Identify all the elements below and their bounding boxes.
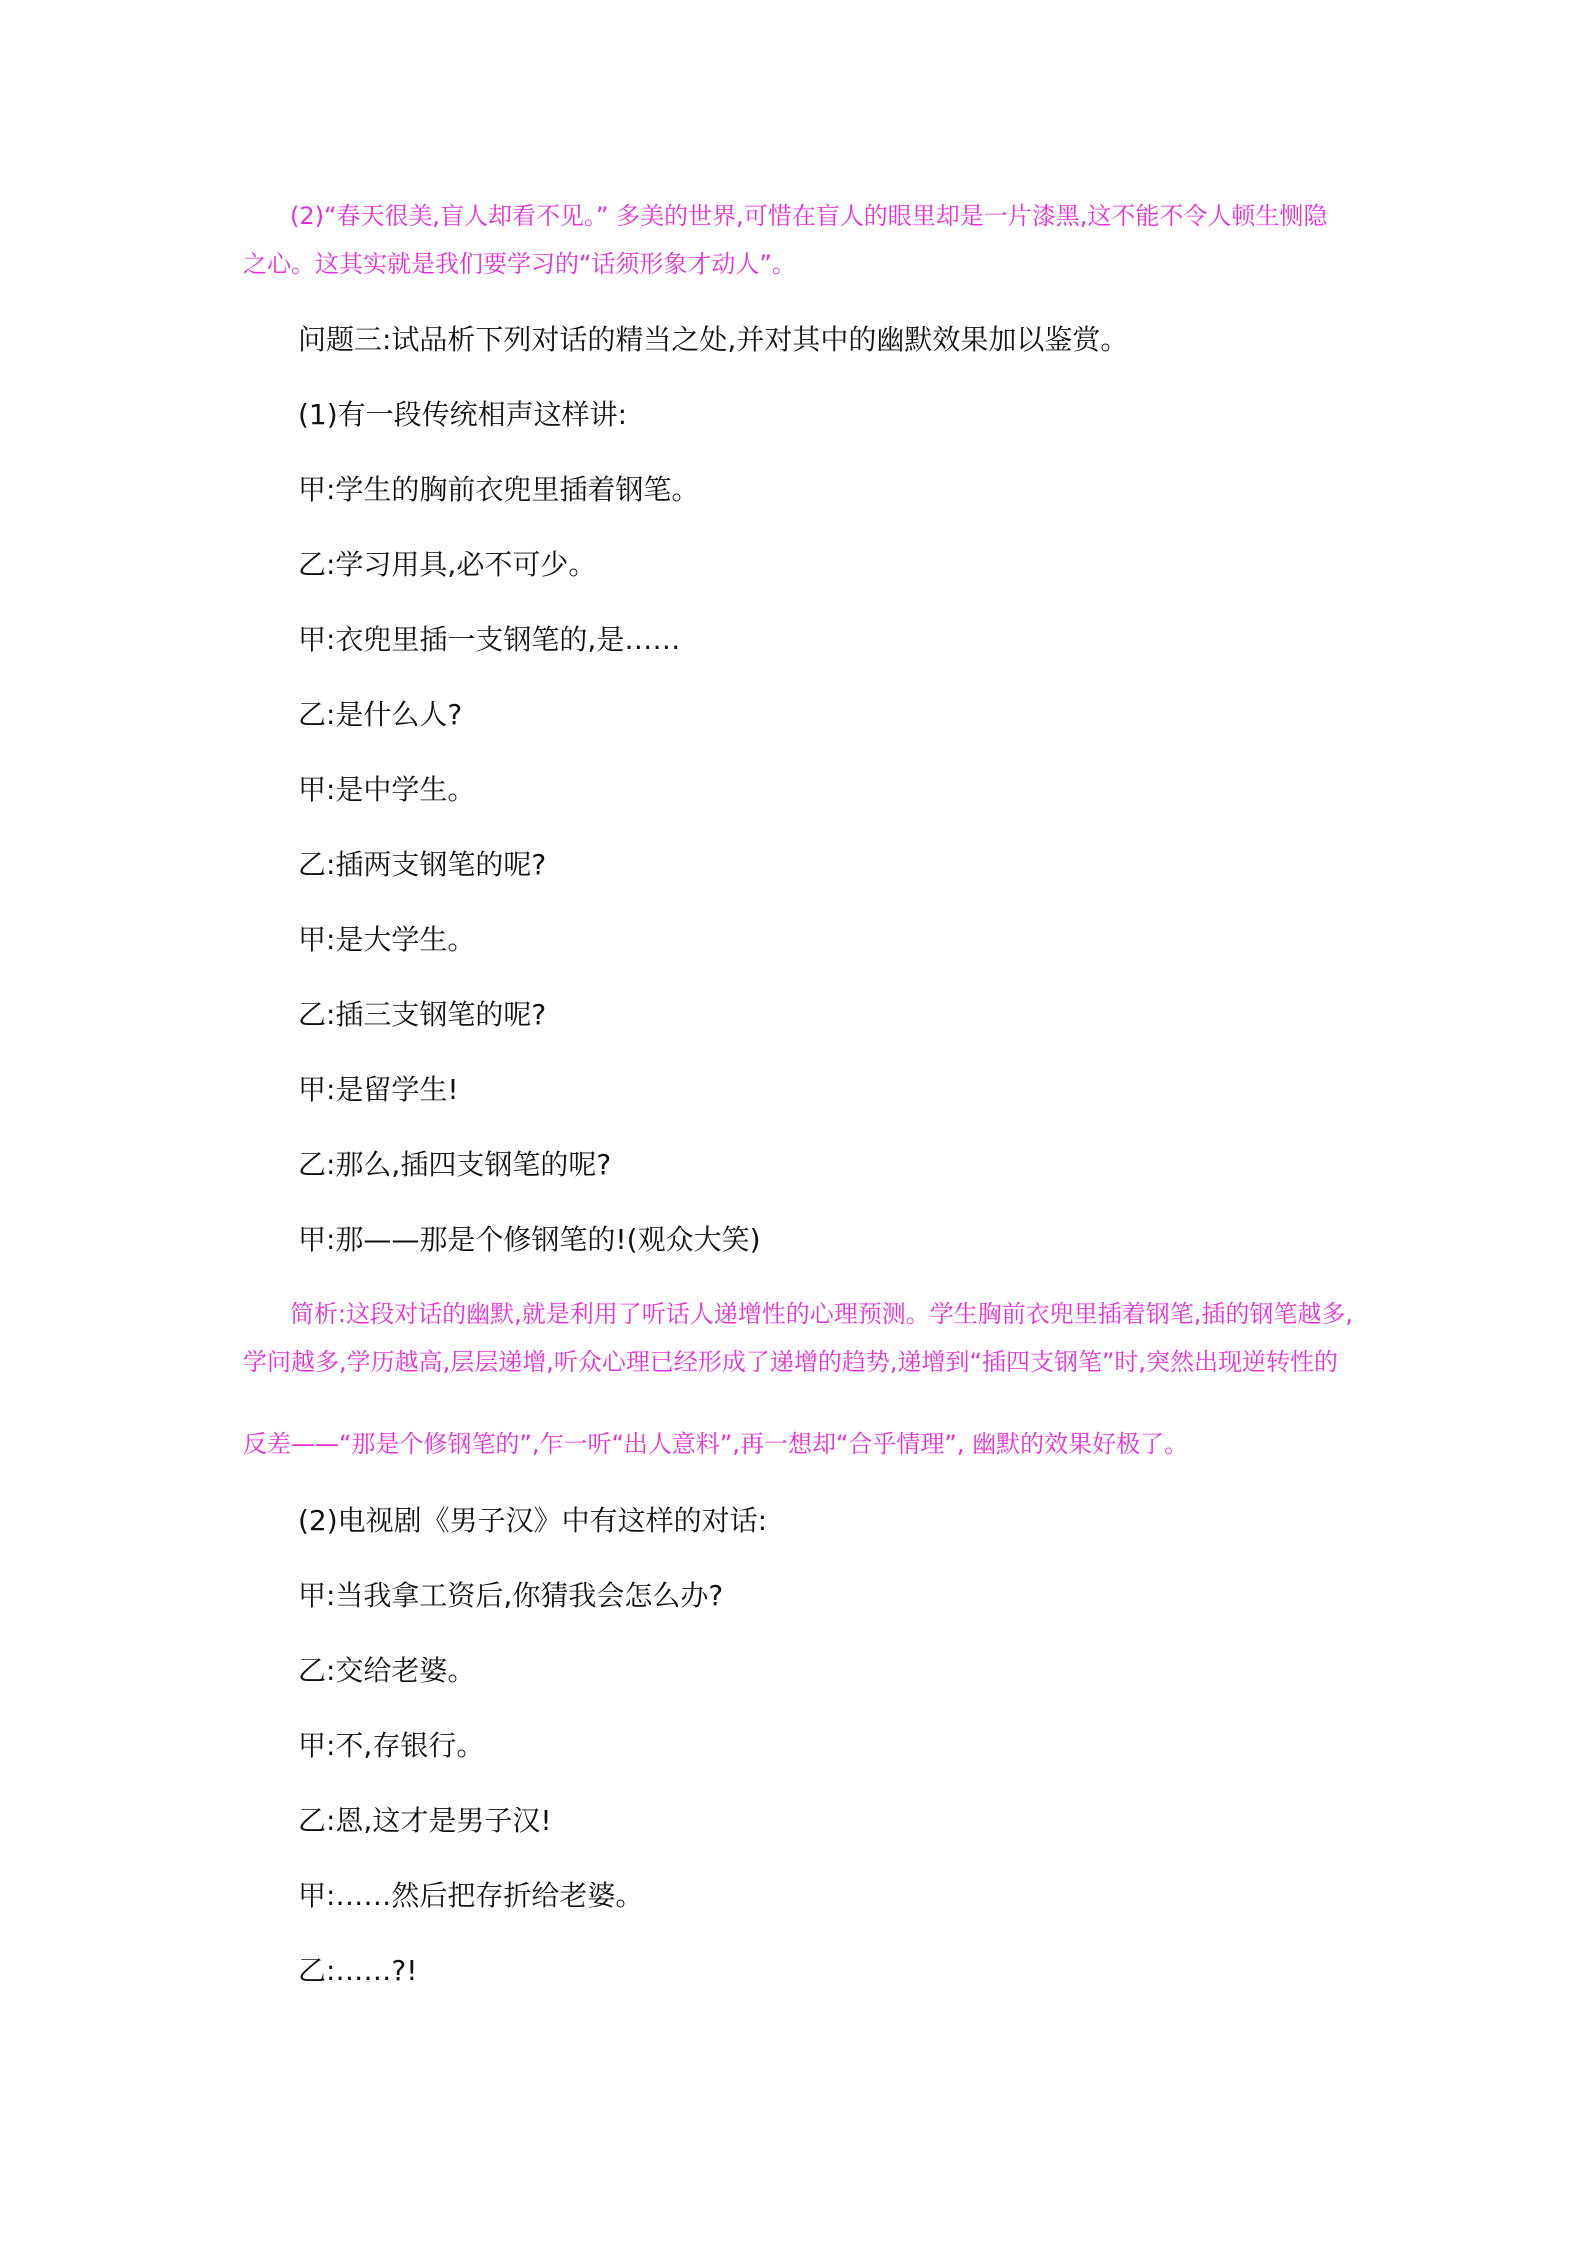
top-paragraph-line-2: 之心。这其实就是我们要学习的“话须形象才动人”。	[243, 250, 796, 278]
dialogue-line: 乙:那么,插四支钢笔的呢?	[298, 1148, 612, 1181]
question-three: 问题三:试品析下列对话的精当之处,并对其中的幽默效果加以鉴赏。	[298, 323, 1129, 356]
analysis-line-2: 学问越多,学历越高,层层递增,听众心理已经形成了递增的趋势,递增到“插四支钢笔”时,突然出现逆转性的	[243, 1348, 1339, 1376]
dialogue-line: 甲:那——那是个修钢笔的!(观众大笑)	[298, 1223, 761, 1256]
dialogue-line: 甲:学生的胸前衣兜里插着钢笔。	[298, 473, 700, 506]
dialogue-line: 甲:不,存银行。	[298, 1729, 485, 1762]
dialogue-line: 乙:插三支钢笔的呢?	[298, 998, 547, 1031]
dialogue-line: 甲:当我拿工资后,你猜我会怎么办?	[298, 1579, 724, 1612]
analysis-line-3: 反差——“那是个修钢笔的”,乍一听“出人意料”,再一想却“合乎情理”, 幽默的效果好极了。	[243, 1430, 1189, 1458]
analysis-line-1: 简析:这段对话的幽默,就是利用了听话人递增性的心理预测。学生胸前衣兜里插着钢笔,插的钢笔越多,	[290, 1300, 1353, 1328]
dialogue-line: 甲:……然后把存折给老婆。	[298, 1879, 644, 1912]
top-paragraph-line-1: (2)“春天很美,盲人却看不见。” 多美的世界,可惜在盲人的眼里却是一片漆黑,这不能不令人顿生恻隐	[290, 202, 1328, 230]
part2-intro: (2)电视剧《男子汉》中有这样的对话:	[298, 1504, 768, 1537]
dialogue-line: 乙:学习用具,必不可少。	[298, 548, 597, 581]
dialogue-line: 乙:插两支钢笔的呢?	[298, 848, 547, 881]
dialogue-line: 乙:……?!	[298, 1954, 418, 1987]
dialogue-line: 乙:恩,这才是男子汉!	[298, 1804, 552, 1837]
dialogue-line: 乙:交给老婆。	[298, 1654, 476, 1687]
dialogue-line: 甲:是大学生。	[298, 923, 476, 956]
part1-intro: (1)有一段传统相声这样讲:	[298, 398, 628, 431]
dialogue-line: 甲:是留学生!	[298, 1073, 459, 1106]
dialogue-line: 甲:是中学生。	[298, 773, 476, 806]
dialogue-line: 甲:衣兜里插一支钢笔的,是……	[298, 623, 681, 656]
dialogue-line: 乙:是什么人?	[298, 698, 463, 731]
